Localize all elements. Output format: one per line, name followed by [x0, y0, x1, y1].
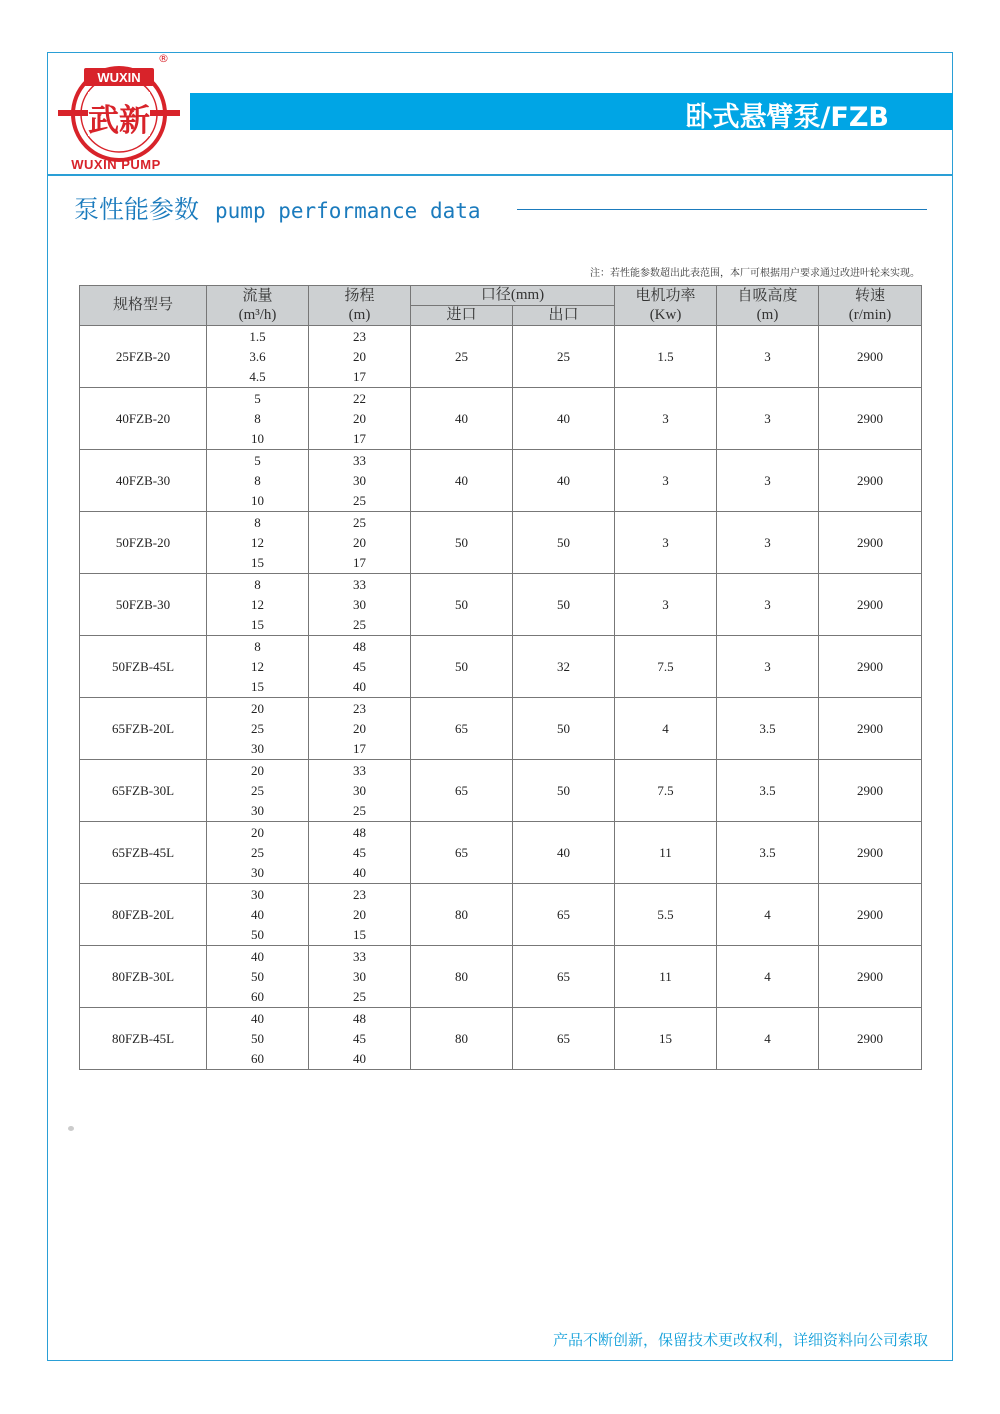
- cell-power: 11: [615, 946, 717, 1008]
- cell-head-value: 33: [353, 577, 366, 592]
- section-title-cn: 泵性能参数: [74, 195, 200, 224]
- cell-head-value: 45: [353, 1031, 366, 1046]
- cell-model: 50FZB-30: [80, 574, 207, 636]
- cell-flow: [207, 698, 309, 760]
- cell-outlet: 40: [513, 822, 615, 884]
- cell-model: 80FZB-30L: [80, 946, 207, 1008]
- header-divider: [47, 174, 953, 176]
- cell-flow-value: 10: [251, 493, 264, 508]
- cell-flow-value: 8: [254, 515, 261, 530]
- cell-outlet: 50: [513, 512, 615, 574]
- cell-flow-value: 40: [251, 907, 264, 922]
- banner-title: 卧式悬臂泵/FZB: [685, 102, 889, 133]
- cell-flow-value: 20: [251, 763, 264, 778]
- logo-subtitle: WUXIN PUMP: [71, 157, 161, 172]
- table-row: [80, 574, 922, 636]
- cell-flow-value: 8: [254, 639, 261, 654]
- table-row: [80, 822, 922, 884]
- cell-flow: [207, 636, 309, 698]
- cell-flow: [207, 1008, 309, 1070]
- cell-flow: [207, 822, 309, 884]
- cell-flow-value: 50: [251, 927, 264, 942]
- cell-head-value: 48: [353, 639, 366, 654]
- cell-outlet: 40: [513, 450, 615, 512]
- cell-speed: 2900: [819, 698, 922, 760]
- cell-inlet: 80: [411, 884, 513, 946]
- cell-head-value: 20: [353, 721, 366, 736]
- cell-head: [309, 326, 411, 388]
- cell-inlet: 25: [411, 326, 513, 388]
- cell-suction: 3: [717, 512, 819, 574]
- cell-inlet: 40: [411, 388, 513, 450]
- cell-flow-value: 25: [251, 721, 264, 736]
- cell-power: 7.5: [615, 760, 717, 822]
- cell-outlet: 25: [513, 326, 615, 388]
- cell-head: [309, 884, 411, 946]
- table-note: 注：若性能参数超出此表范围，本厂可根据用户要求通过改进叶轮来实现。: [590, 268, 920, 279]
- cell-head-value: 17: [353, 431, 366, 446]
- cell-head-value: 22: [353, 391, 366, 406]
- cell-head: [309, 388, 411, 450]
- cell-head: [309, 760, 411, 822]
- cell-suction: 3: [717, 574, 819, 636]
- cell-head-value: 30: [353, 969, 366, 984]
- cell-flow-value: 8: [254, 473, 261, 488]
- cell-flow-value: 3.6: [249, 349, 266, 364]
- cell-speed: 2900: [819, 822, 922, 884]
- cell-flow: [207, 450, 309, 512]
- cell-power: 5.5: [615, 884, 717, 946]
- cell-outlet: 65: [513, 884, 615, 946]
- cell-flow-value: 40: [251, 949, 264, 964]
- cell-speed: 2900: [819, 574, 922, 636]
- cell-head-value: 15: [353, 927, 366, 942]
- cell-flow-value: 30: [251, 865, 264, 880]
- cell-head: [309, 698, 411, 760]
- header-suction: 自吸高度 (m): [717, 286, 819, 326]
- cell-head-value: 40: [353, 1051, 366, 1066]
- cell-head: [309, 822, 411, 884]
- cell-model: 80FZB-20L: [80, 884, 207, 946]
- cell-head-value: 33: [353, 763, 366, 778]
- cell-head-value: 30: [353, 597, 366, 612]
- svg-text:WUXIN: WUXIN: [97, 70, 141, 85]
- cell-power: 7.5: [615, 636, 717, 698]
- cell-head-value: 23: [353, 887, 366, 902]
- cell-head-value: 23: [353, 329, 366, 344]
- cell-flow-value: 8: [254, 411, 261, 426]
- cell-power: 1.5: [615, 326, 717, 388]
- cell-model: 50FZB-20: [80, 512, 207, 574]
- cell-flow: [207, 512, 309, 574]
- cell-power: 3: [615, 512, 717, 574]
- wuxin-logo: [58, 54, 180, 172]
- cell-head-value: 20: [353, 411, 366, 426]
- performance-table: [79, 285, 922, 1070]
- cell-flow: [207, 574, 309, 636]
- header-head: 扬程 (m): [309, 286, 411, 326]
- cell-outlet: 65: [513, 1008, 615, 1070]
- cell-flow-value: 60: [251, 989, 264, 1004]
- cell-flow-value: 20: [251, 701, 264, 716]
- cell-head-value: 25: [353, 515, 366, 530]
- cell-head-value: 33: [353, 453, 366, 468]
- cell-head-value: 30: [353, 473, 366, 488]
- cell-flow-value: 12: [251, 597, 264, 612]
- table-row: [80, 698, 922, 760]
- cell-inlet: 65: [411, 760, 513, 822]
- cell-inlet: 50: [411, 574, 513, 636]
- cell-flow-value: 30: [251, 803, 264, 818]
- registered-mark: ®: [158, 52, 169, 65]
- cell-speed: 2900: [819, 1008, 922, 1070]
- cell-model: 25FZB-20: [80, 326, 207, 388]
- cell-head-value: 40: [353, 865, 366, 880]
- cell-speed: 2900: [819, 946, 922, 1008]
- cell-flow-value: 40: [251, 1011, 264, 1026]
- cell-flow: [207, 884, 309, 946]
- cell-inlet: 50: [411, 636, 513, 698]
- cell-head-value: 20: [353, 907, 366, 922]
- title-banner: [190, 93, 953, 133]
- cell-flow-value: 12: [251, 535, 264, 550]
- cell-speed: 2900: [819, 512, 922, 574]
- cell-head-value: 20: [353, 535, 366, 550]
- table-row: [80, 946, 922, 1008]
- table-body: [80, 326, 922, 1070]
- cell-suction: 3.5: [717, 822, 819, 884]
- cell-flow-value: 50: [251, 969, 264, 984]
- page-mark: [68, 1126, 74, 1131]
- table-row: [80, 326, 922, 388]
- cell-head-value: 17: [353, 555, 366, 570]
- cell-flow-value: 1.5: [249, 329, 266, 344]
- cell-head-value: 45: [353, 845, 366, 860]
- cell-head-value: 17: [353, 369, 366, 384]
- cell-flow-value: 10: [251, 431, 264, 446]
- cell-flow-value: 25: [251, 845, 264, 860]
- cell-model: 40FZB-20: [80, 388, 207, 450]
- table-header-row: [80, 286, 922, 306]
- cell-head-value: 45: [353, 659, 366, 674]
- cell-outlet: 50: [513, 698, 615, 760]
- cell-power: 3: [615, 574, 717, 636]
- table-row: [80, 636, 922, 698]
- cell-inlet: 65: [411, 822, 513, 884]
- cell-flow-value: 25: [251, 783, 264, 798]
- cell-power: 4: [615, 698, 717, 760]
- header-diameter: 口径(mm): [411, 286, 615, 306]
- section-title-en: pump performance data: [215, 199, 481, 223]
- cell-head-value: 48: [353, 825, 366, 840]
- cell-head: [309, 1008, 411, 1070]
- cell-head-value: 25: [353, 803, 366, 818]
- cell-head-value: 48: [353, 1011, 366, 1026]
- cell-head-value: 30: [353, 783, 366, 798]
- cell-speed: 2900: [819, 450, 922, 512]
- cell-flow-value: 4.5: [249, 369, 266, 384]
- cell-model: 65FZB-30L: [80, 760, 207, 822]
- svg-text:武新: 武新: [88, 103, 150, 139]
- cell-model: 40FZB-30: [80, 450, 207, 512]
- cell-outlet: 32: [513, 636, 615, 698]
- cell-speed: 2900: [819, 326, 922, 388]
- cell-speed: 2900: [819, 636, 922, 698]
- cell-flow-value: 15: [251, 555, 264, 570]
- cell-inlet: 65: [411, 698, 513, 760]
- header-power: 电机功率 (Kw): [615, 286, 717, 326]
- cell-flow: [207, 326, 309, 388]
- cell-flow-value: 5: [254, 391, 261, 406]
- table-row: [80, 450, 922, 512]
- cell-suction: 4: [717, 946, 819, 1008]
- cell-model: 80FZB-45L: [80, 1008, 207, 1070]
- cell-head-value: 17: [353, 741, 366, 756]
- cell-speed: 2900: [819, 884, 922, 946]
- cell-inlet: 40: [411, 450, 513, 512]
- header-speed: 转速 (r/min): [819, 286, 922, 326]
- cell-head-value: 40: [353, 679, 366, 694]
- cell-flow-value: 8: [254, 577, 261, 592]
- table-row: [80, 760, 922, 822]
- cell-head-value: 33: [353, 949, 366, 964]
- cell-head-value: 23: [353, 701, 366, 716]
- cell-flow: [207, 760, 309, 822]
- header-inlet: 进口: [411, 306, 513, 326]
- section-title: [74, 190, 481, 226]
- cell-head: [309, 450, 411, 512]
- cell-flow: [207, 946, 309, 1008]
- cell-model: 65FZB-45L: [80, 822, 207, 884]
- cell-suction: 3: [717, 388, 819, 450]
- cell-head: [309, 512, 411, 574]
- cell-speed: 2900: [819, 760, 922, 822]
- cell-head-value: 20: [353, 349, 366, 364]
- cell-suction: 3.5: [717, 698, 819, 760]
- cell-flow-value: 20: [251, 825, 264, 840]
- cell-flow-value: 12: [251, 659, 264, 674]
- cell-head-value: 25: [353, 493, 366, 508]
- cell-model: 65FZB-20L: [80, 698, 207, 760]
- table-row: [80, 388, 922, 450]
- cell-power: 3: [615, 388, 717, 450]
- cell-head: [309, 636, 411, 698]
- cell-model: 50FZB-45L: [80, 636, 207, 698]
- cell-power: 15: [615, 1008, 717, 1070]
- cell-head-value: 25: [353, 989, 366, 1004]
- cell-head: [309, 574, 411, 636]
- cell-flow-value: 15: [251, 617, 264, 632]
- cell-inlet: 50: [411, 512, 513, 574]
- cell-suction: 4: [717, 884, 819, 946]
- header-model: 规格型号: [80, 286, 207, 326]
- cell-outlet: 40: [513, 388, 615, 450]
- cell-head: [309, 946, 411, 1008]
- cell-inlet: 80: [411, 946, 513, 1008]
- footer-note: 产品不断创新，保留技术更改权利，详细资料向公司索取: [552, 1331, 928, 1349]
- cell-flow-value: 50: [251, 1031, 264, 1046]
- cell-suction: 3: [717, 636, 819, 698]
- header-flow: 流量 (m³/h): [207, 286, 309, 326]
- cell-speed: 2900: [819, 388, 922, 450]
- cell-flow-value: 5: [254, 453, 261, 468]
- section-divider: [517, 209, 927, 210]
- table-row: [80, 1008, 922, 1070]
- cell-inlet: 80: [411, 1008, 513, 1070]
- cell-outlet: 50: [513, 574, 615, 636]
- cell-power: 3: [615, 450, 717, 512]
- cell-flow: [207, 388, 309, 450]
- table-row: [80, 512, 922, 574]
- cell-head-value: 25: [353, 617, 366, 632]
- cell-outlet: 50: [513, 760, 615, 822]
- cell-suction: 3.5: [717, 760, 819, 822]
- header-outlet: 出口: [513, 306, 615, 326]
- table-row: [80, 884, 922, 946]
- cell-outlet: 65: [513, 946, 615, 1008]
- cell-suction: 4: [717, 1008, 819, 1070]
- cell-flow-value: 15: [251, 679, 264, 694]
- cell-power: 11: [615, 822, 717, 884]
- cell-flow-value: 30: [251, 887, 264, 902]
- cell-flow-value: 30: [251, 741, 264, 756]
- cell-suction: 3: [717, 450, 819, 512]
- cell-suction: 3: [717, 326, 819, 388]
- cell-flow-value: 60: [251, 1051, 264, 1066]
